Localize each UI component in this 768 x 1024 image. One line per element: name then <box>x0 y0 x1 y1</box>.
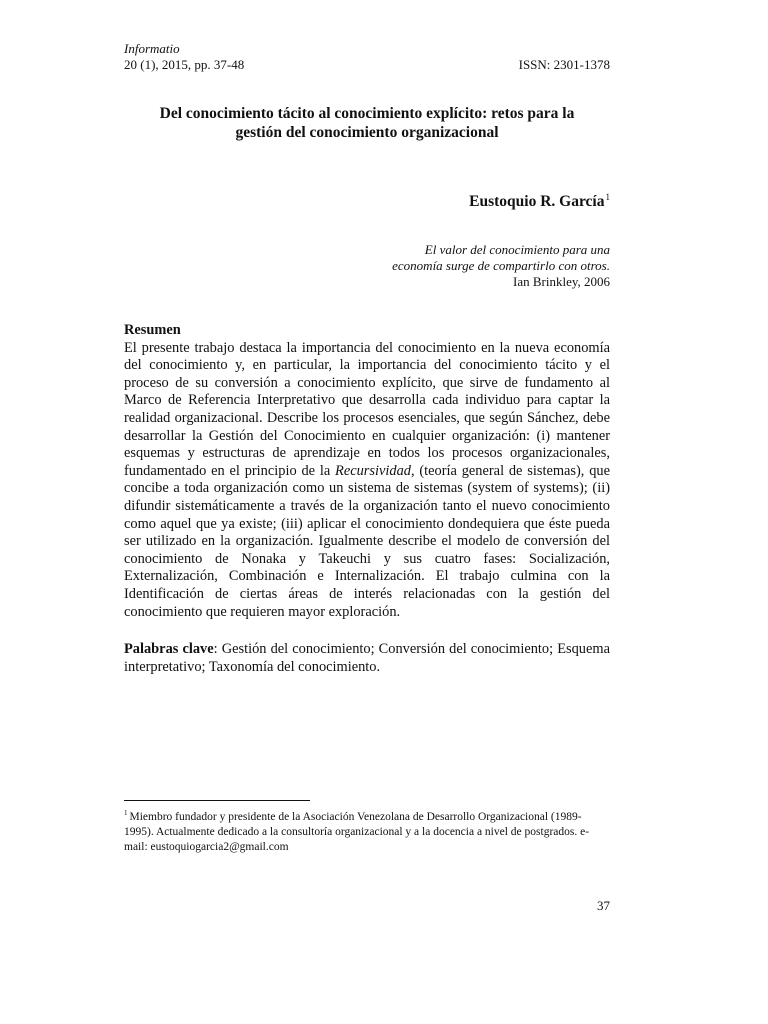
title-line-2: gestión del conocimiento organizacional <box>235 124 499 141</box>
abstract-text-part-2: (teoría general de sistemas), que concibe a toda organización como un sistema de sistemas (system of systems); (ii) difundir sistemáticamente a través de la organización tanto el nuevo conocimiento como aquel que ya existe; (iii) aplicar el conocimiento dondequiera que éste pueda ser utilizado en la organización. Igualmente describe el modelo de conversión del conocimiento de Nonaka y Takeuchi y sus cuatro fases: Socialización, Externalización, Combinación e Internalización. El trabajo culmina con la Identificación de ciertas áreas de interés relacionadas con la gestión del conocimiento que requieren mayor exploración. <box>124 462 610 620</box>
abstract-body <box>124 340 610 622</box>
keywords-text: : Gestión del conocimiento; Conversión del conocimiento; Esquema interpretativo; Taxonomía del conocimiento. <box>124 641 610 675</box>
keywords-label: Palabras clave <box>124 641 214 657</box>
keywords <box>124 641 610 676</box>
epigraph <box>392 242 610 290</box>
footnote-divider <box>124 800 310 801</box>
journal-header <box>124 41 610 73</box>
page-number: 37 <box>597 898 610 913</box>
author <box>469 192 610 211</box>
abstract-text-part-1: El presente trabajo destaca la importancia del conocimiento en la nueva economía del conocimiento y, en particular, la importancia del conocimiento tácito y el proceso de su conversión a conocimiento explícito, que sirve de fundamento al Marco de Referencia Interpretativo que desarrolla cada individuo para captar la realidad organizacional. Describe los procesos esenciales, que según Sánchez, debe desarrollar la Gestión del Conocimiento en cualquier organización: (i) mantener esquemas y estructuras de aprendizaje en todos los procesos organizacionales, fundamentado en el principio de la <box>124 339 610 479</box>
abstract-heading: Resumen <box>124 322 181 338</box>
epigraph-line-1: El valor del conocimiento para una <box>424 242 610 257</box>
epigraph-line-2: economía surge de compartirlo con otros. <box>392 258 610 273</box>
title-line-1: Del conocimiento tácito al conocimiento explícito: retos para la <box>159 105 575 122</box>
issn: ISSN: 2301-1378 <box>518 57 610 72</box>
footnote-mark: 1 <box>124 809 128 817</box>
abstract-italic-term: Recursividad, <box>335 462 415 479</box>
epigraph-attribution: Ian Brinkley, 2006 <box>513 274 610 289</box>
footnote <box>124 806 610 855</box>
author-name: Eustoquio R. García <box>469 193 605 210</box>
volume-info: 20 (1), 2015, pp. 37-48 <box>124 57 245 72</box>
journal-info-row <box>124 57 610 73</box>
footnote-text: Miembro fundador y presidente de la Asociación Venezolana de Desarrollo Organizacional (1989-1995). Actualmente dedicado a la consultoría organizacional y a la docencia a nivel de postgrados. e-mail: eustoquiogarcia2@gmail.com <box>124 811 590 853</box>
paper-title <box>124 104 610 142</box>
author-footnote-mark: 1 <box>605 192 610 202</box>
abstract <box>124 322 610 621</box>
journal-name: Informatio <box>124 41 180 56</box>
